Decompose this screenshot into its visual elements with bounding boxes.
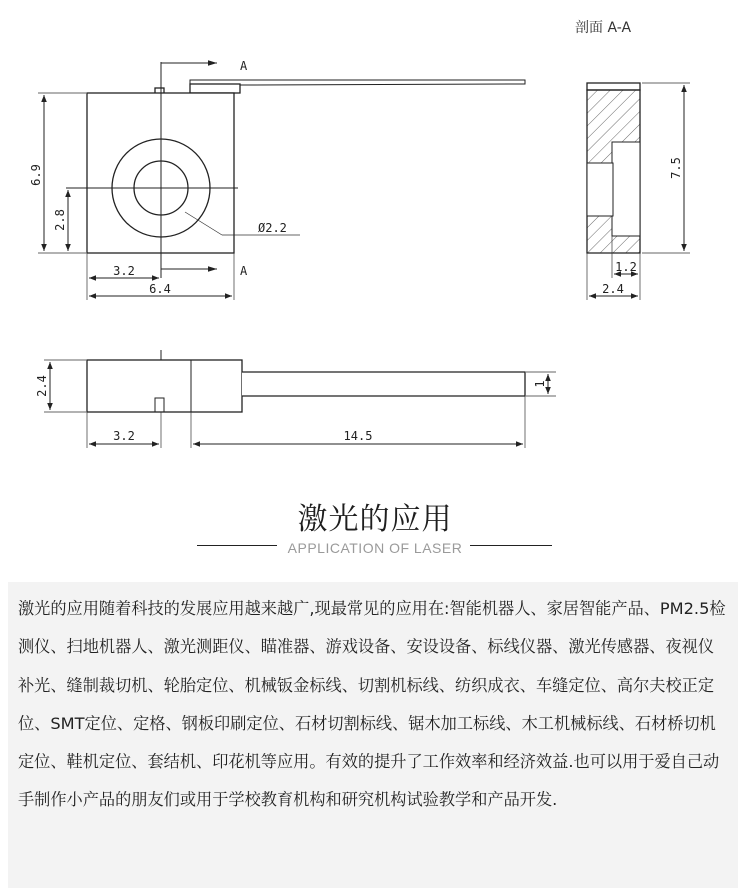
- section-subtitle: APPLICATION OF LASER: [287, 540, 463, 556]
- dim-side-tab: 1: [533, 380, 547, 388]
- front-top-block: [190, 84, 240, 93]
- section-cavity-right: [612, 142, 640, 236]
- section-label: 剖面 A-A: [575, 20, 632, 36]
- description-text: 激光的应用随着科技的发展应用越来越广,现最常见的应用在:智能机器人、家居智能产品、PM2.5检测仪、扫地机器人、激光测距仪、瞄准器、游戏设备、安设设备、标线仪器、激光传感器、夜视仪补光、缝制裁切机、轮胎定位、机械钣金标线、切割机标线、纺织成衣、车缝定位、高尔夫校正定位、SMT定位、定格、钢板印刷定位、石材切割标线、锯木加工标线、木工机械标线、石材桥切机定位、鞋机定位、套结机、印花机等应用。有效的提升了工作效率和经济效益.也可以用于爱自己动手制作小产品的朋友们或用于学校教育机构和研究机构试验教学和产品开发.: [18, 599, 726, 810]
- section-header: [0, 500, 750, 556]
- section-cavity-left: [587, 163, 613, 216]
- dim-height-total: 6.9: [29, 164, 43, 186]
- dim-height-center: 2.8: [53, 209, 67, 231]
- section-title: 激光的应用: [297, 502, 453, 537]
- dim-section-inner: 1.2: [615, 260, 637, 274]
- dim-center-x: 3.2: [113, 264, 135, 278]
- front-view: [29, 59, 525, 300]
- dim-diameter: Ø2.2: [258, 221, 287, 235]
- dim-section-height: 7.5: [669, 157, 683, 179]
- section-view: [575, 20, 690, 300]
- side-view: [35, 350, 556, 448]
- dim-section-depth: 2.4: [602, 282, 624, 296]
- side-lead: [242, 372, 525, 396]
- cut-label-bottom: A: [240, 264, 248, 278]
- dim-width: 6.4: [149, 282, 171, 296]
- dim-side-height: 2.4: [35, 375, 49, 397]
- dim-side-left: 3.2: [113, 429, 135, 443]
- dim-side-length: 14.5: [343, 429, 373, 443]
- cut-label-top: A: [240, 59, 248, 73]
- description-box: [8, 582, 738, 888]
